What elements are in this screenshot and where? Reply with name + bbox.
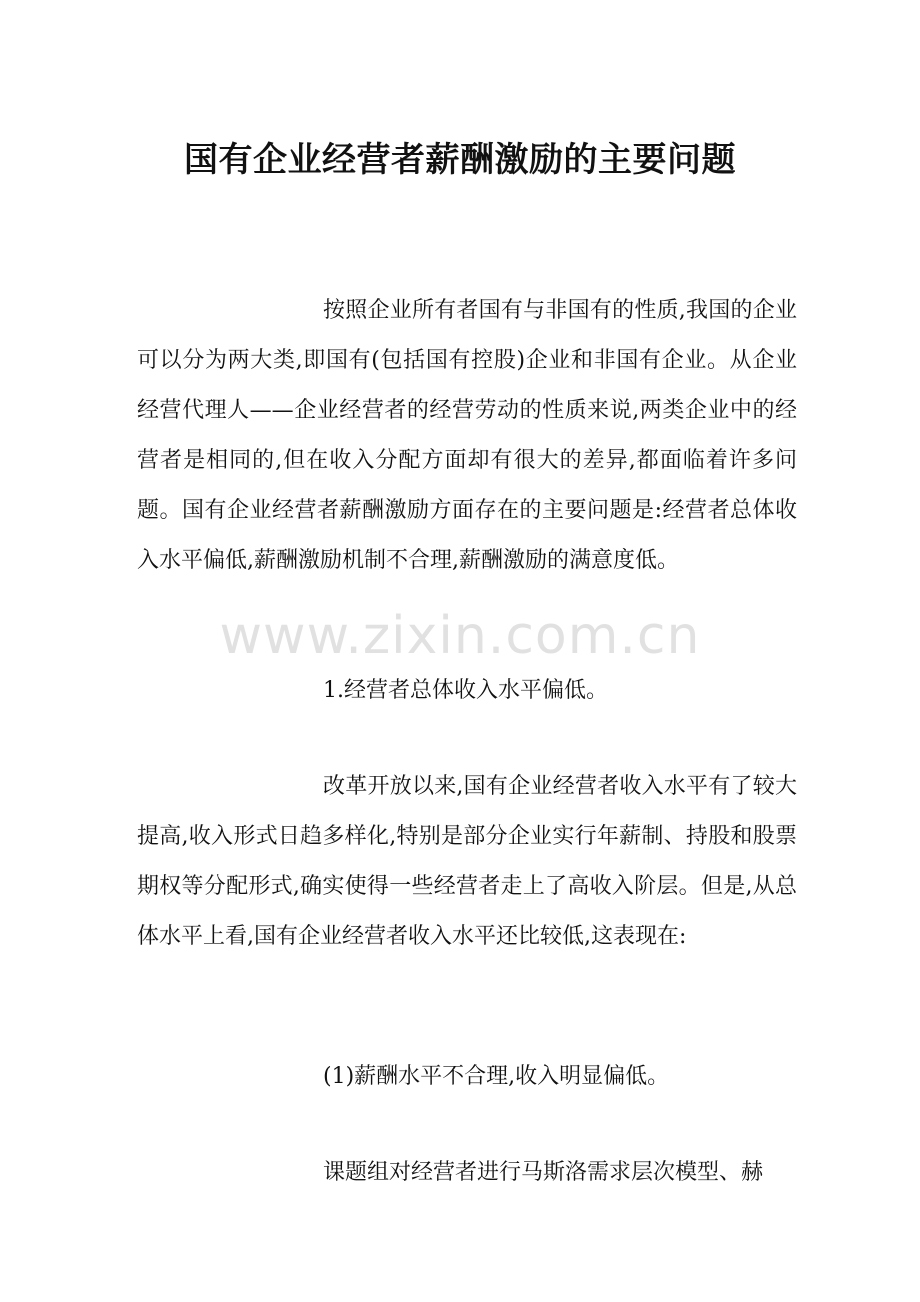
document-title: 国有企业经营者薪酬激励的主要问题: [184, 140, 736, 180]
paragraph-section-1: 改革开放以来,国有企业经营者收入水平有了较大提高,收入形式日趋多样化,特别是部分企业实行年薪制、持股和股票期权等分配形式,确实使得一些经营者走上了高收入阶层。但是,从总体水平上看,国有企业经营者收入水平还比较低,这表现在:: [137, 774, 797, 949]
paragraph-subsection-1: 课题组对经营者进行马斯洛需求层次模型、赫: [323, 1160, 764, 1185]
subsection-heading-1: (1)薪酬水平不合理,收入明显偏低。: [323, 1064, 670, 1089]
watermark: www.zixin.com.cn: [219, 606, 701, 666]
section-heading-1: 1.经营者总体收入水平偏低。: [323, 678, 608, 703]
paragraph-intro: 按照企业所有者国有与非国有的性质,我国的企业可以分为两大类,即国有(包括国有控股)企业和非国有企业。从企业经营代理人——企业经营者的经营劳动的性质来说,两类企业中的经营者是相同的,但在收入分配方面却有很大的差异,都面临着许多问题。国有企业经营者薪酬激励方面存在的主要问题是:经营者总体收入水平偏低,薪酬激励机制不合理,薪酬激励的满意度低。: [137, 298, 797, 573]
